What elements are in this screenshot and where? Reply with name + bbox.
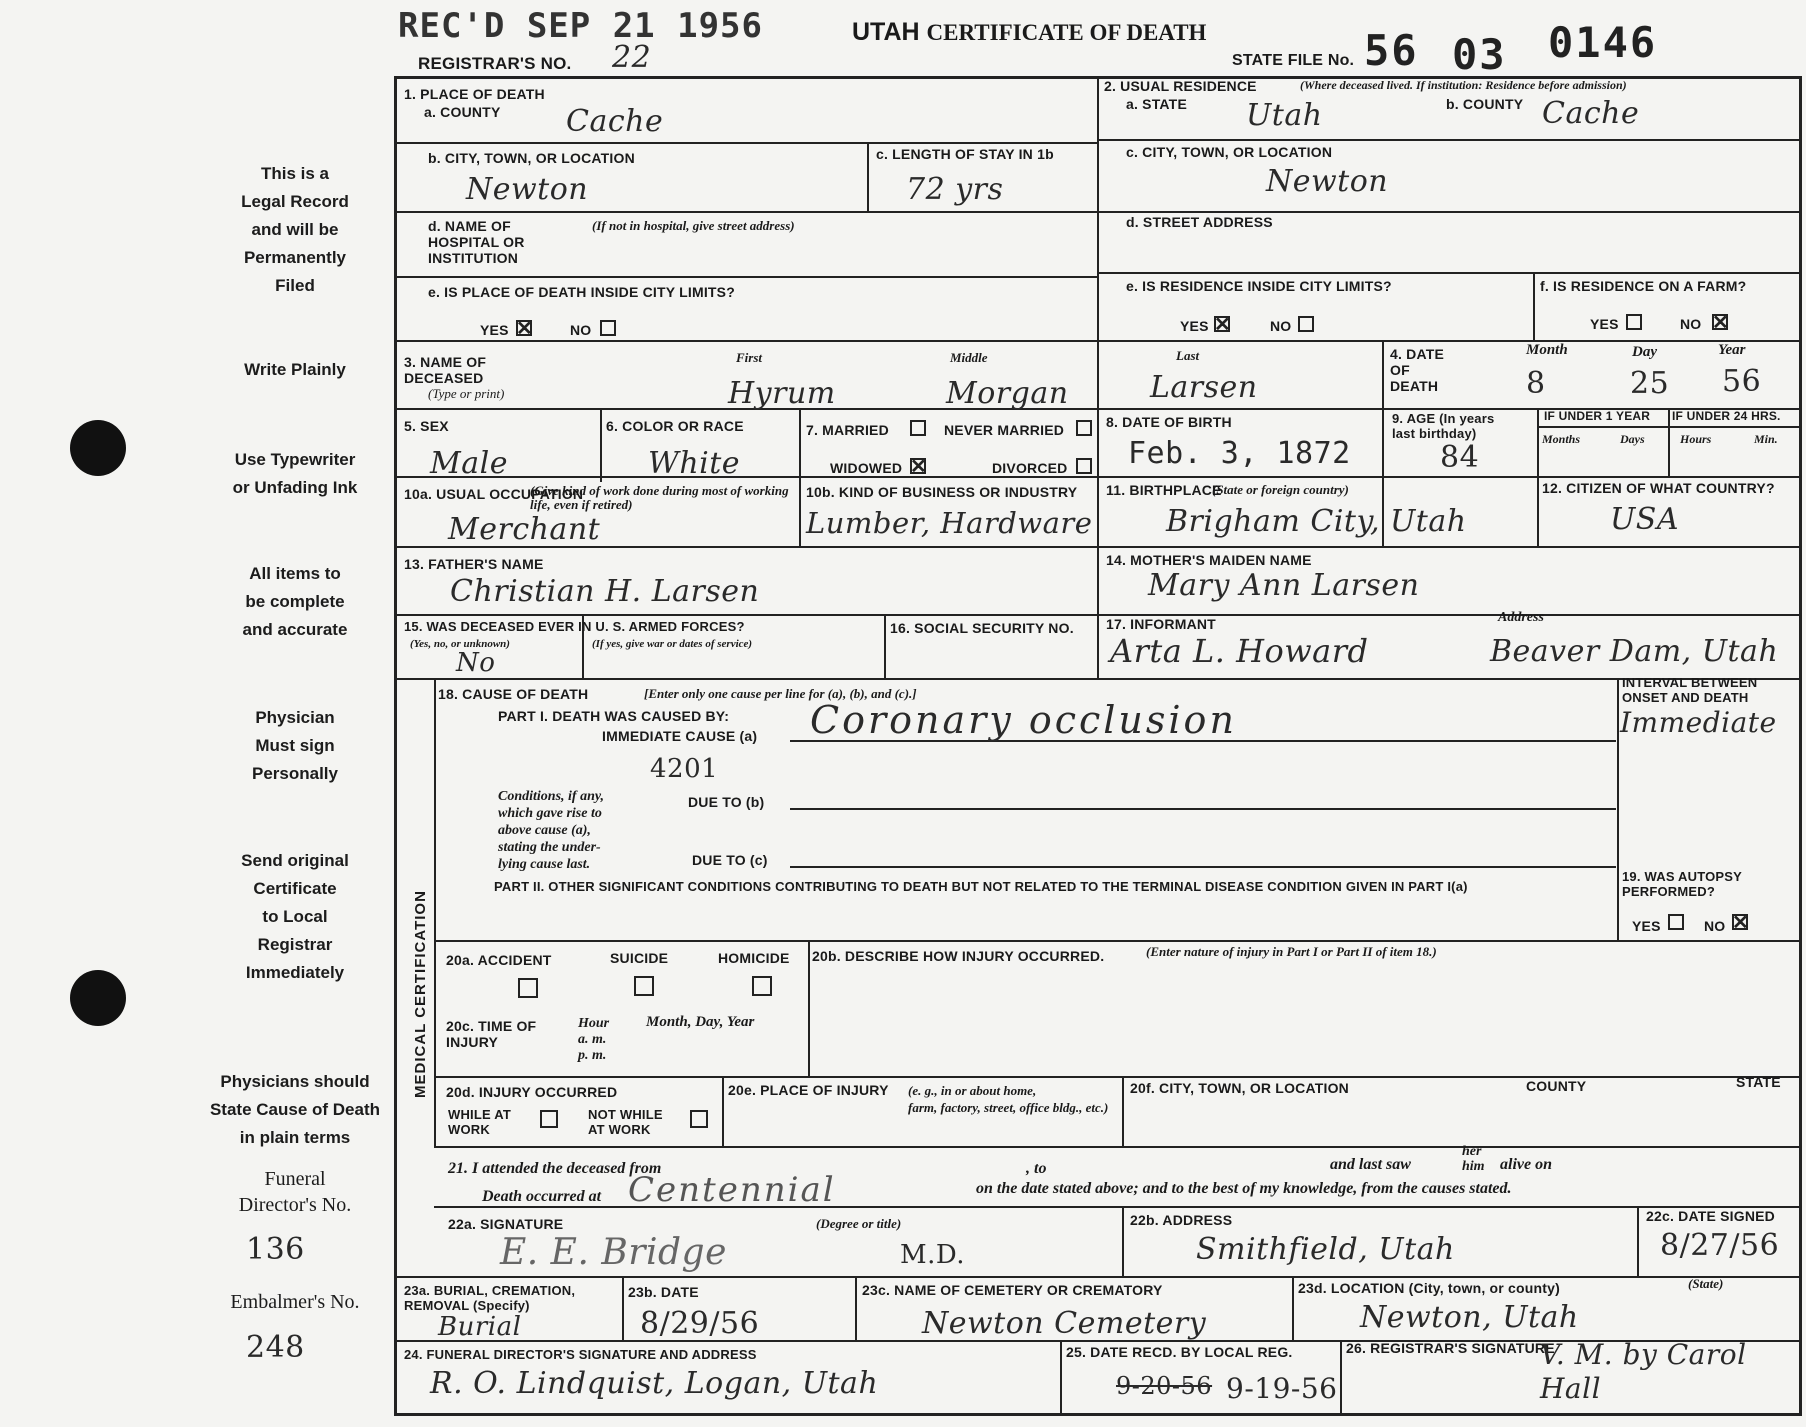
label-city: b. CITY, TOWN, OR LOCATION [428, 150, 635, 166]
state-file-label: STATE FILE No. [1232, 52, 1355, 69]
label-accident: 20a. ACCIDENT [446, 952, 552, 968]
funeral-director-label: Funeral Director's No. [238, 1168, 352, 1216]
value-armed-forces: No [456, 648, 496, 678]
label-cemetery: 23c. NAME OF CEMETERY OR CREMATORY [862, 1282, 1163, 1298]
value-res-state: Utah [1246, 98, 1323, 133]
label-never-married: NEVER MARRIED [944, 422, 1065, 438]
label-place-of-injury: 20e. PLACE OF INJURY [728, 1082, 889, 1098]
checkbox-inside-city-yes[interactable] [516, 320, 532, 336]
label-length-of-stay: c. LENGTH OF STAY IN 1b [876, 146, 1054, 162]
label-conditions: Conditions, if any, which gave rise to above cause (a), stating the under- lying cause last. [498, 789, 605, 872]
value-date-recd-struck: 9-20-56 [1116, 1372, 1213, 1400]
label-father: 13. FATHER'S NAME [404, 556, 544, 572]
embalmer-label: Embalmer's No. [230, 1291, 360, 1313]
value-degree: M.D. [900, 1240, 966, 1270]
checkbox-autopsy-no[interactable] [1732, 914, 1748, 930]
title-main: CERTIFICATE OF DEATH [926, 20, 1207, 45]
label-medical-certification: MEDICAL CERTIFICATION [412, 890, 429, 1098]
value-city: Newton [466, 172, 589, 207]
label-county: a. COUNTY [424, 104, 501, 120]
label-name-deceased: 3. NAME OF DECEASED [404, 354, 487, 387]
label-street-address: d. STREET ADDRESS [1126, 214, 1273, 230]
label-usual-residence: 2. USUAL RESIDENCE [1104, 78, 1257, 94]
value-race: White [648, 446, 741, 481]
label-yes-3: YES [1590, 316, 1619, 332]
label-injury-note: (Enter nature of injury in Part I or Part II of item 18.) [1146, 944, 1437, 959]
label-middle: Middle [950, 350, 988, 365]
label-injury-county: COUNTY [1526, 1078, 1587, 1094]
label-race: 6. COLOR OR RACE [606, 418, 744, 434]
value-mother: Mary Ann Larsen [1148, 568, 1420, 603]
label-describe-injury: 20b. DESCRIBE HOW INJURY OCCURRED. [812, 948, 1105, 964]
label-part1: PART I. DEATH WAS CAUSED BY: [498, 708, 730, 724]
checkbox-accident[interactable] [518, 978, 538, 998]
label-occupation: 10a. USUAL OCCUPATION [404, 486, 584, 502]
label-informant: 17. INFORMANT [1106, 616, 1216, 632]
value-res-city: Newton [1266, 164, 1389, 199]
label-autopsy-yes: YES [1632, 918, 1661, 934]
title-prefix: UTAH [852, 18, 920, 46]
label-informant-address: Address [1498, 610, 1544, 625]
sidebar-note-write: Write Plainly [244, 360, 346, 379]
value-first-name: Hyrum [728, 376, 836, 411]
checkbox-not-while-at-work[interactable] [690, 1110, 708, 1128]
state-file-b: 03 [1452, 30, 1507, 79]
label-res-city: c. CITY, TOWN, OR LOCATION [1126, 144, 1333, 160]
value-burial: Burial [438, 1312, 522, 1342]
label-her-him: her him [1462, 1144, 1485, 1174]
value-registrar-signature: V. M. by Carol Hall [1540, 1338, 1747, 1405]
label-first: First [736, 350, 763, 365]
value-middle-name: Morgan [946, 376, 1069, 411]
label-hospital: d. NAME OF HOSPITAL OR INSTITUTION [428, 218, 525, 267]
label-min: Min. [1754, 432, 1778, 446]
label-type-or-print: (Type or print) [428, 386, 505, 401]
label-place-injury-note: (e. g., in or about home, farm, factory, street, office bldg., etc.) [908, 1083, 1109, 1115]
label-day: Day [1632, 344, 1657, 360]
label-armed-forces: 15. WAS DECEASED EVER IN U. S. ARMED FORCES? [404, 619, 745, 634]
checkbox-never-married[interactable] [1076, 420, 1092, 436]
registrar-no-label: REGISTRAR'S NO. [418, 54, 572, 73]
checkbox-farm-no[interactable] [1712, 314, 1728, 330]
label-date-signed: 22c. DATE SIGNED [1646, 1208, 1775, 1224]
value-date-signed: 8/27/56 [1660, 1228, 1780, 1263]
label-attended: 21. I attended the deceased from [448, 1160, 662, 1177]
label-place-of-death: 1. PLACE OF DEATH [404, 86, 545, 102]
label-hours: Hours [1680, 432, 1712, 446]
value-informant-address: Beaver Dam, Utah [1490, 634, 1779, 669]
state-file-c: 0146 [1548, 18, 1658, 67]
checkbox-while-at-work[interactable] [540, 1110, 558, 1128]
label-burial: 23a. BURIAL, CREMATION, REMOVAL (Specify) [404, 1283, 576, 1313]
label-death-occurred-at: Death occurred at [482, 1188, 602, 1205]
sidebar-note-physician: Physician Must sign Personally [252, 708, 338, 783]
label-cause-of-death: 18. CAUSE OF DEATH [438, 686, 589, 702]
label-injury-occurred: 20d. INJURY OCCURRED [446, 1084, 618, 1100]
label-while-at-work: WHILE AT WORK [448, 1107, 511, 1137]
label-to: , to [1026, 1160, 1047, 1177]
value-res-county: Cache [1542, 96, 1640, 131]
label-date-recd: 25. DATE RECD. BY LOCAL REG. [1066, 1344, 1293, 1360]
value-birthplace: Brigham City, Utah [1166, 504, 1467, 539]
value-death-month: 8 [1526, 366, 1546, 401]
label-due-to-b: DUE TO (b) [688, 794, 765, 810]
received-stamp: REC'D SEP 21 1956 [398, 6, 763, 46]
label-married: 7. MARRIED [806, 422, 889, 438]
checkbox-suicide[interactable] [634, 976, 654, 996]
label-month: Month [1526, 342, 1568, 358]
label-time-of-injury: 20c. TIME OF INJURY [446, 1018, 537, 1051]
value-funeral-director: R. O. Lindquist, Logan, Utah [430, 1366, 879, 1401]
sidebar-note-cause: Physicians should State Cause of Death in plain terms [209, 1072, 381, 1147]
label-yes-1: YES [480, 322, 509, 338]
label-res-state: a. STATE [1126, 96, 1187, 112]
label-not-while-at-work: NOT WHILE AT WORK [588, 1107, 663, 1137]
label-death-statement: on the date stated above; and to the best of my knowledge, from the causes stated. [976, 1180, 1512, 1197]
label-armed-note1: (Yes, no, or unknown) [410, 638, 510, 650]
label-under-24-hrs: IF UNDER 24 HRS. [1672, 409, 1781, 423]
state-file-a: 56 [1364, 26, 1419, 75]
label-homicide: HOMICIDE [718, 950, 790, 966]
value-length-of-stay: 72 yrs [906, 172, 1004, 207]
label-occupation-note: (Give kind of work done during most of working life, even if retired) [530, 483, 789, 512]
certificate-title [852, 18, 1206, 47]
label-no-1: NO [570, 322, 592, 338]
value-burial-location: Newton, Utah [1360, 1300, 1579, 1335]
label-mother: 14. MOTHER'S MAIDEN NAME [1106, 552, 1312, 568]
label-citizen: 12. CITIZEN OF WHAT COUNTRY? [1542, 480, 1775, 496]
label-degree: (Degree or title) [816, 1216, 902, 1231]
label-injury-city: 20f. CITY, TOWN, OR LOCATION [1130, 1080, 1349, 1096]
value-cause-code: 4201 [650, 754, 719, 784]
value-death-day: 25 [1630, 366, 1670, 401]
label-inside-city: e. IS PLACE OF DEATH INSIDE CITY LIMITS? [428, 284, 735, 300]
label-res-inside-city: e. IS RESIDENCE INSIDE CITY LIMITS? [1126, 278, 1392, 294]
checkbox-autopsy-yes[interactable] [1668, 914, 1684, 930]
label-immediate-cause: IMMEDIATE CAUSE (a) [602, 728, 758, 744]
checkbox-homicide[interactable] [752, 976, 772, 996]
value-burial-date: 8/29/56 [640, 1306, 760, 1341]
label-birthplace-note: (State or foreign country) [1212, 482, 1349, 497]
punch-hole-bottom [70, 970, 126, 1026]
label-farm: f. IS RESIDENCE ON A FARM? [1540, 278, 1747, 294]
label-date-of-birth: 8. DATE OF BIRTH [1106, 414, 1232, 430]
sidebar-note-send: Send original Certificate to Local Registrar Immediately [241, 851, 349, 982]
label-months: Months [1542, 432, 1581, 446]
value-interval: Immediate [1620, 706, 1777, 739]
value-death-place: Centennial [628, 1170, 836, 1210]
label-signer-address: 22b. ADDRESS [1130, 1212, 1233, 1228]
label-year: Year [1718, 342, 1746, 358]
value-father: Christian H. Larsen [450, 574, 760, 609]
label-injury-state: STATE [1736, 1074, 1781, 1090]
checkbox-divorced[interactable] [1076, 458, 1092, 474]
label-no-2: NO [1270, 318, 1292, 334]
value-citizen: USA [1610, 502, 1679, 537]
checkbox-married[interactable] [910, 420, 926, 436]
label-cause-note: [Enter only one cause per line for (a), (b), and (c).] [644, 686, 917, 701]
label-autopsy: 19. WAS AUTOPSY PERFORMED? [1622, 869, 1743, 899]
punch-hole-top [70, 420, 126, 476]
label-part2: PART II. OTHER SIGNIFICANT CONDITIONS CONTRIBUTING TO DEATH BUT NOT RELATED TO THE TERMINAL DISEASE CONDITION GIVEN IN PART I(a) [494, 879, 1468, 894]
label-sex: 5. SEX [404, 418, 449, 434]
label-residence-note: (Where deceased lived. If institution: Residence before admission) [1300, 78, 1627, 92]
label-interval: INTERVAL BETWEEN ONSET AND DEATH [1622, 675, 1758, 705]
label-age: 9. AGE (In years last birthday) [1392, 411, 1495, 441]
value-sex: Male [430, 446, 508, 481]
label-alive-on: alive on [1500, 1156, 1552, 1173]
value-informant: Arta L. Howard [1110, 632, 1369, 670]
sidebar-note-complete: All items to be complete and accurate [242, 564, 348, 639]
checkbox-farm-yes[interactable] [1626, 314, 1642, 330]
label-under-1-year: IF UNDER 1 YEAR [1544, 409, 1651, 423]
funeral-director-no: 136 [246, 1232, 305, 1267]
label-burial-location: 23d. LOCATION (City, town, or county) [1298, 1280, 1560, 1296]
registrar-no: 22 [612, 40, 652, 75]
value-death-year: 56 [1722, 364, 1762, 399]
label-autopsy-no: NO [1704, 918, 1726, 934]
label-due-to-c: DUE TO (c) [692, 852, 768, 868]
value-date-of-birth: Feb. 3, 1872 [1128, 436, 1351, 471]
label-month-day-year: Month, Day, Year [646, 1014, 755, 1030]
value-county: Cache [566, 104, 664, 139]
value-immediate-cause: Coronary occlusion [810, 698, 1237, 742]
label-res-county: b. COUNTY [1446, 96, 1524, 112]
value-last-name: Larsen [1150, 370, 1258, 405]
label-burial-state: (State) [1688, 1276, 1724, 1291]
label-business: 10b. KIND OF BUSINESS OR INDUSTRY [806, 484, 1078, 500]
label-yes-2: YES [1180, 318, 1209, 334]
checkbox-res-inside-yes[interactable] [1214, 316, 1230, 332]
label-birthplace: 11. BIRTHPLACE [1106, 482, 1222, 498]
label-widowed: WIDOWED [830, 460, 903, 476]
checkbox-res-inside-no[interactable] [1298, 316, 1314, 332]
value-signer-address: Smithfield, Utah [1196, 1232, 1455, 1267]
sidebar-note-legal: This is a Legal Record and will be Permanently Filed [241, 164, 349, 295]
value-date-recd: 9-19-56 [1226, 1372, 1338, 1405]
label-days: Days [1620, 432, 1645, 446]
sidebar-note-ink: Use Typewriter or Unfading Ink [232, 450, 358, 497]
value-signature: E. E. Bridge [500, 1232, 727, 1273]
embalmer-no: 248 [246, 1330, 305, 1365]
value-age: 84 [1440, 440, 1480, 475]
label-ssn: 16. SOCIAL SECURITY NO. [890, 620, 1074, 636]
label-date-of-death: 4. DATE OF DEATH [1390, 346, 1445, 395]
label-last: Last [1176, 348, 1200, 363]
value-occupation: Merchant [448, 512, 601, 547]
value-cemetery: Newton Cemetery [922, 1306, 1207, 1341]
checkbox-widowed[interactable] [910, 458, 926, 474]
label-no-3: NO [1680, 316, 1702, 332]
label-registrar-signature: 26. REGISTRAR'S SIGNATURE [1346, 1340, 1555, 1356]
label-burial-date: 23b. DATE [628, 1284, 699, 1300]
checkbox-inside-city-no[interactable] [600, 320, 616, 336]
label-hour: Hour a. m. p. m. [578, 1016, 610, 1063]
label-armed-note2: (If yes, give war or dates of service) [592, 638, 753, 650]
label-divorced: DIVORCED [992, 460, 1068, 476]
label-hospital-note: (If not in hospital, give street address) [592, 218, 795, 233]
label-suicide: SUICIDE [610, 950, 669, 966]
label-last-saw: and last saw [1330, 1156, 1411, 1173]
label-signature: 22a. SIGNATURE [448, 1216, 564, 1232]
value-business: Lumber, Hardware [806, 506, 1093, 540]
label-funeral-director: 24. FUNERAL DIRECTOR'S SIGNATURE AND ADDRESS [404, 1347, 757, 1362]
